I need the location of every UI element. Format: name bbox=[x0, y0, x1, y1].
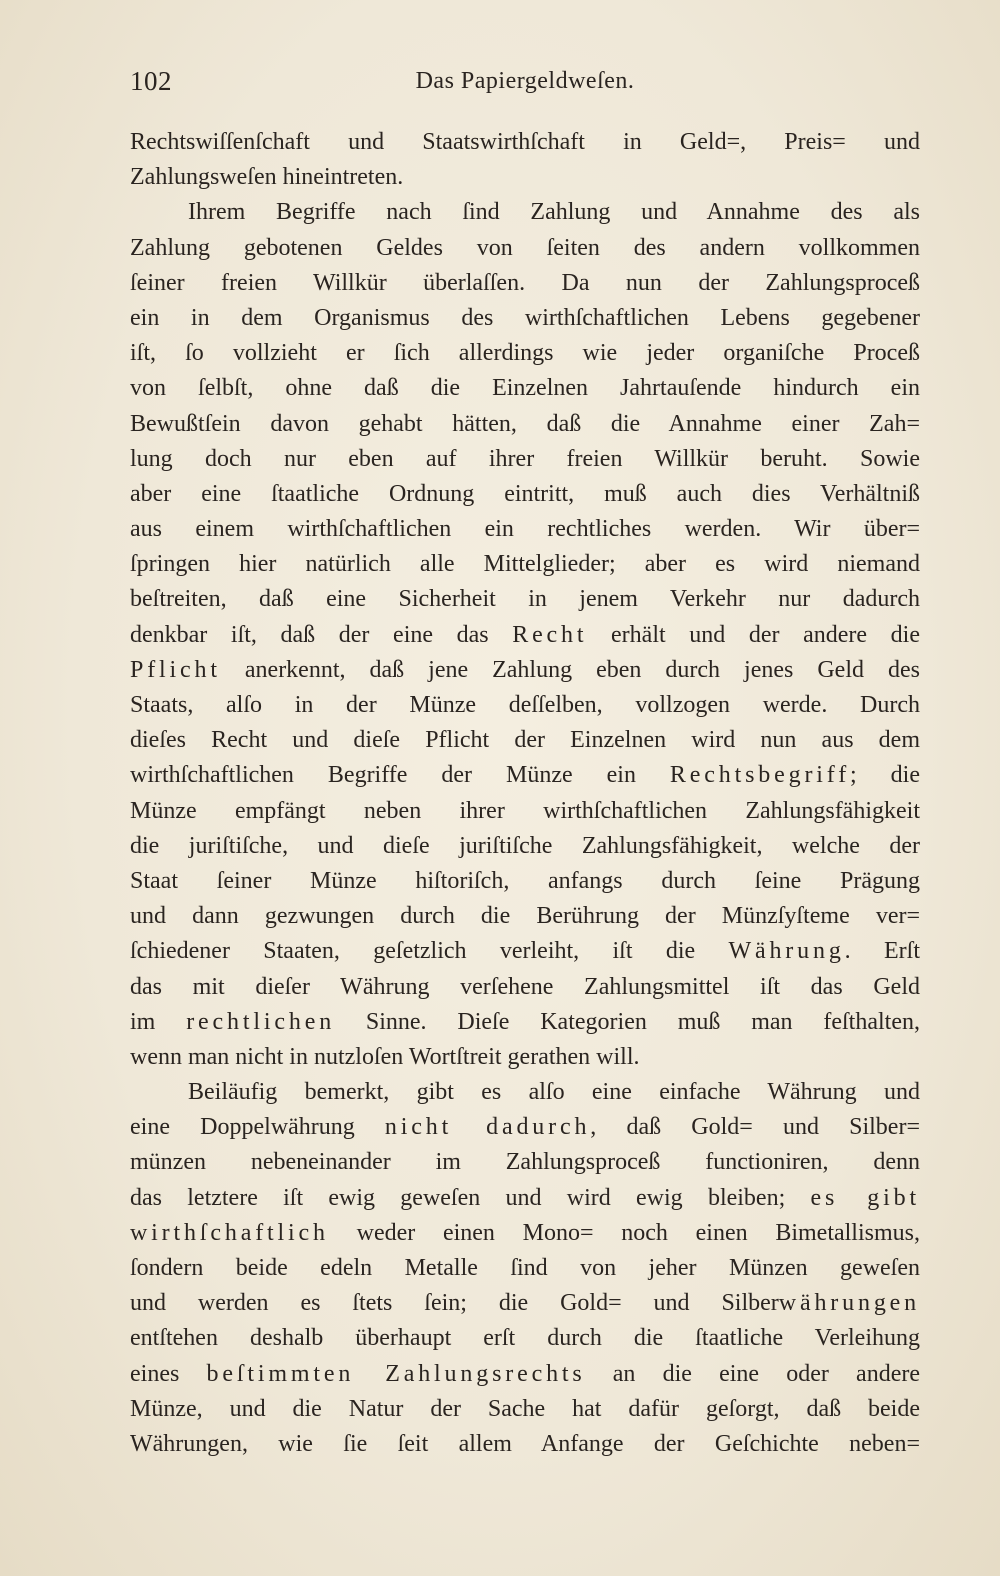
text-segment: das mit dieſer Währung verſehene Zahlungsmittel iſt das Geld bbox=[130, 973, 920, 1000]
text-line bbox=[130, 266, 920, 301]
text-segment: erhält und der andere die bbox=[587, 621, 920, 648]
text-line bbox=[130, 1005, 920, 1040]
text-line bbox=[130, 160, 920, 195]
text-line bbox=[130, 653, 920, 688]
text-line bbox=[130, 442, 920, 477]
text-line bbox=[130, 1145, 920, 1180]
text-segment: Münze, und die Natur der Sache hat dafür geſorgt, daß beide bbox=[130, 1395, 920, 1422]
text-segment: Zahlung gebotenen Geldes von ſeiten des andern vollkommen bbox=[130, 234, 920, 261]
text-segment: ſeiner freien Willkür überlaſſen. Da nun der Zahlungsproceß bbox=[130, 269, 920, 296]
paragraph bbox=[130, 125, 920, 195]
text-segment: iſt, ſo vollzieht er ſich allerdings wie jeder organiſche Proceß bbox=[130, 340, 920, 367]
emphasized-text: währungen bbox=[778, 1290, 920, 1317]
emphasized-text: Recht bbox=[512, 621, 588, 648]
text-line bbox=[130, 794, 920, 829]
text-line bbox=[130, 477, 920, 512]
text-segment: und dann gezwungen durch die Berührung der Münzſyſteme ver= bbox=[130, 903, 920, 930]
emphasized-text: es gibt bbox=[810, 1184, 920, 1211]
text-segment: Ihrem Begriffe nach ſind Zahlung und Annahme des als bbox=[188, 199, 920, 226]
emphasized-text: Pflicht bbox=[130, 656, 221, 683]
text-segment: ein in dem Organismus des wirthſchaftlichen Lebens gegebener bbox=[130, 304, 920, 331]
text-segment: eines bbox=[130, 1360, 207, 1387]
text-segment: Zahlungsweſen hineintreten. bbox=[130, 164, 404, 191]
text-segment: ; die bbox=[850, 762, 920, 789]
text-segment: wenn man nicht in nutzloſen Wortſtreit gerathen will. bbox=[130, 1043, 640, 1070]
text-segment: im bbox=[130, 1008, 187, 1035]
text-segment: eine Doppelwährung bbox=[130, 1114, 385, 1141]
text-segment: . Erſt bbox=[844, 938, 920, 965]
body-text bbox=[130, 125, 920, 1462]
text-line bbox=[130, 1110, 920, 1145]
text-line bbox=[130, 1427, 920, 1462]
text-segment: ſondern beide edeln Metalle ſind von jeher Münzen geweſen bbox=[130, 1255, 920, 1281]
text-line bbox=[130, 1251, 920, 1286]
text-segment: beſtreiten, daß eine Sicherheit in jenem Verkehr nur dadurch bbox=[130, 586, 920, 613]
text-segment: entſtehen deshalb überhaupt erſt durch die ſtaatliche Verleihung bbox=[130, 1325, 920, 1352]
text-line bbox=[130, 1075, 920, 1110]
emphasized-text: Rechtsbegriff bbox=[669, 762, 851, 789]
text-segment: denkbar iſt, daß der eine das bbox=[130, 621, 513, 648]
text-segment: aus einem wirthſchaftlichen ein rechtliches werden. Wir über= bbox=[130, 516, 920, 543]
text-line bbox=[130, 512, 920, 547]
text-segment: an die eine oder andere bbox=[585, 1360, 920, 1387]
text-line bbox=[130, 231, 920, 266]
text-segment: und werden es ſtets ſein; die Gold= und Silber bbox=[130, 1290, 779, 1317]
text-line bbox=[130, 1286, 920, 1321]
text-segment: ſchiedener Staaten, geſetzlich verleiht, iſt die bbox=[130, 938, 729, 965]
running-header-title: Das Papiergeldweſen. bbox=[415, 68, 635, 94]
text-line bbox=[130, 371, 920, 406]
text-segment: von ſelbſt, ohne daß die Einzelnen Jahrtauſende hindurch ein bbox=[130, 375, 920, 402]
text-line bbox=[130, 407, 920, 442]
text-segment: Bewußtſein davon gehabt hätten, daß die Annahme einer Zah= bbox=[130, 410, 920, 437]
text-line bbox=[130, 301, 920, 336]
emphasized-text: rechtlichen bbox=[186, 1008, 336, 1035]
text-segment: dieſes Recht und dieſe Pflicht der Einzelnen wird nun aus dem bbox=[130, 727, 920, 754]
text-segment: Staats, alſo in der Münze deſſelben, vollzogen werde. Durch bbox=[130, 692, 920, 718]
text-segment: weder einen Mono= noch einen Bimetallismus, bbox=[328, 1219, 920, 1246]
text-line bbox=[130, 934, 920, 969]
text-line bbox=[130, 1392, 920, 1427]
paragraph bbox=[130, 195, 920, 1075]
text-line bbox=[130, 1357, 920, 1392]
text-segment: münzen nebeneinander im Zahlungsproceß functioniren, denn bbox=[130, 1149, 920, 1176]
emphasized-text: wirthſchaftlich bbox=[130, 1219, 329, 1246]
text-segment: Münze empfängt neben ihrer wirthſchaftlichen Zahlungsfähigkeit bbox=[130, 797, 920, 824]
text-line bbox=[130, 195, 920, 230]
text-line bbox=[130, 1216, 920, 1251]
page-header bbox=[130, 64, 920, 98]
text-line bbox=[130, 970, 920, 1005]
text-segment: Sinne. Dieſe Kategorien muß man feſthalten, bbox=[335, 1008, 920, 1035]
text-line bbox=[130, 864, 920, 899]
text-line bbox=[130, 1321, 920, 1356]
text-line bbox=[130, 547, 920, 582]
text-line bbox=[130, 582, 920, 617]
text-line bbox=[130, 336, 920, 371]
text-segment: Staat ſeiner Münze hiſtoriſch, anfangs durch ſeine Prägung bbox=[130, 867, 920, 894]
text-segment: anerkennt, daß jene Zahlung eben durch jenes Geld des bbox=[220, 656, 920, 683]
text-line bbox=[130, 1040, 920, 1075]
emphasized-text: Währung bbox=[728, 938, 845, 965]
text-segment: die juriſtiſche, und dieſe juriſtiſche Zahlungsfähigkeit, welche der bbox=[130, 832, 920, 859]
text-segment: aber eine ſtaatliche Ordnung eintritt, muß auch dies Verhältniß bbox=[130, 480, 920, 507]
text-line bbox=[130, 125, 920, 160]
text-segment: Rechtswiſſenſchaft und Staatswirthſchaft in Geld=, Preis= und bbox=[130, 129, 920, 155]
text-line bbox=[130, 618, 920, 653]
text-segment: Beiläufig bemerkt, gibt es alſo eine einfache Währung und bbox=[188, 1079, 920, 1106]
emphasized-text: nicht dadurch bbox=[384, 1114, 591, 1141]
page-number: 102 bbox=[130, 66, 172, 96]
text-segment: , daß Gold= und Silber= bbox=[590, 1114, 920, 1141]
text-line bbox=[130, 899, 920, 934]
text-line bbox=[130, 1181, 920, 1216]
text-line bbox=[130, 829, 920, 864]
paragraph bbox=[130, 1075, 920, 1462]
text-segment: das letztere iſt ewig geweſen und wird ewig bleiben; bbox=[130, 1184, 811, 1211]
text-line bbox=[130, 758, 920, 793]
text-line bbox=[130, 688, 920, 723]
text-line bbox=[130, 723, 920, 758]
text-segment: Währungen, wie ſie ſeit allem Anfange der Geſchichte neben= bbox=[130, 1430, 920, 1457]
text-segment: wirthſchaftlichen Begriffe der Münze ein bbox=[130, 762, 670, 789]
text-segment: ſpringen hier natürlich alle Mittelglieder; aber es wird niemand bbox=[130, 551, 920, 578]
emphasized-text: beſtimmten Zahlungsrechts bbox=[206, 1360, 586, 1387]
text-segment: lung doch nur eben auf ihrer freien Willkür beruht. Sowie bbox=[130, 445, 920, 472]
